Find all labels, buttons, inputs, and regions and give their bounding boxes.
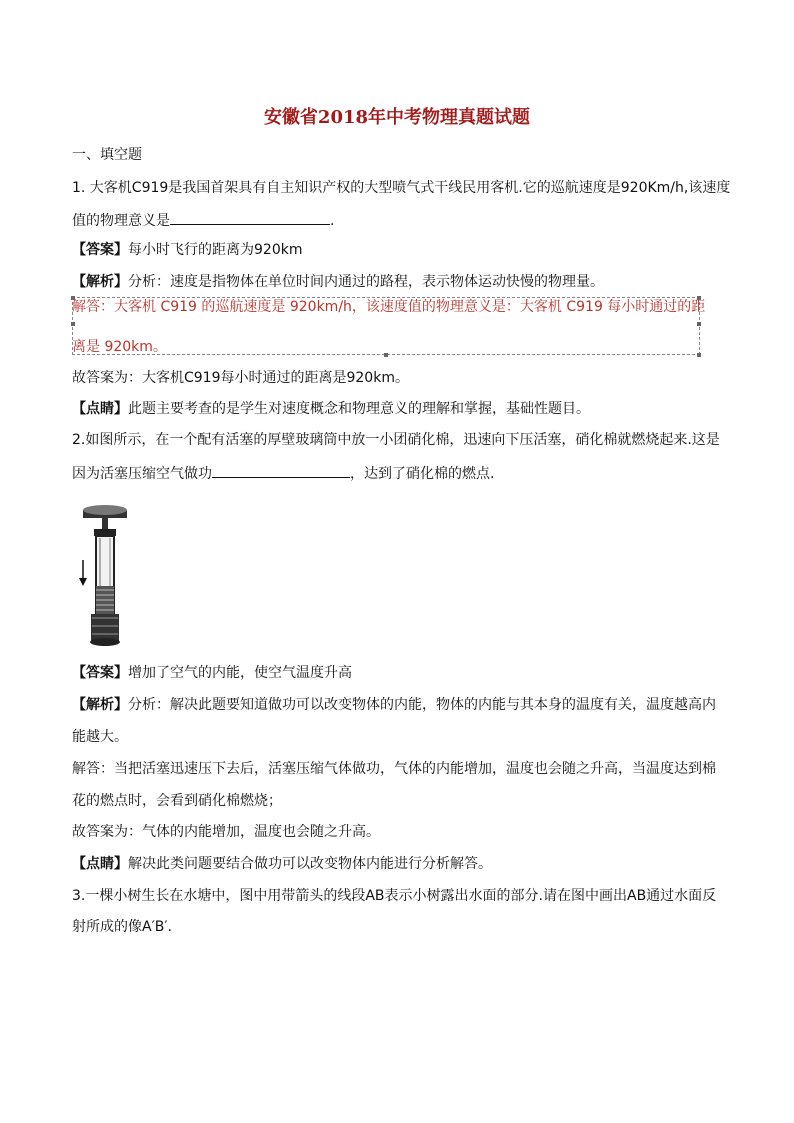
q2-answer <box>72 663 732 683</box>
page-title: 安徽省2018年中考物理真题试题 <box>263 107 531 128</box>
q3-text-line1: 3.一棵小树生长在水塘中，图中用带箭头的线段AB表示小树露出水面的部分.请在图中画出AB通过水面反 <box>72 888 717 904</box>
q1-conclusion: 故答案为：大客机C919每小时通过的距离是920km。 <box>72 370 409 386</box>
comment-tag: 【点睛】 <box>72 401 128 417</box>
q2-analysis-line2: 能越大。 <box>72 729 128 745</box>
q2-answer-blank <box>212 463 350 478</box>
q2-solution-line1: 解答：当把活塞迅速压下去后，活塞压缩气体做功，气体的内能增加，温度也会随之升高，当温度达到棉 <box>72 761 716 777</box>
q2-analysis-line1 <box>72 695 732 715</box>
q1-answer <box>72 240 732 260</box>
q2-comment-text: 解决此类问题要结合做功可以改变物体内能进行分析解答。 <box>128 856 492 872</box>
resize-handle-right[interactable] <box>697 322 701 326</box>
q1-line2-suffix: . <box>330 213 335 229</box>
resize-handle-left[interactable] <box>71 322 75 326</box>
q3-text-line2: 射所成的像A′B′. <box>72 919 172 935</box>
q1-solution-line2: 离是 920km。 <box>72 339 167 355</box>
q2-analysis-text: 分析：解决此题要知道做功可以改变物体的内能，物体的内能与其本身的温度有关，温度越高内 <box>128 697 716 713</box>
answer-tag: 【答案】 <box>72 665 128 681</box>
q1-analysis <box>72 272 732 292</box>
q2-line2-suffix: ，达到了硝化棉的燃点. <box>350 466 495 482</box>
analysis-tag: 【解析】 <box>72 274 128 290</box>
q2-answer-text: 增加了空气的内能，使空气温度升高 <box>128 665 352 681</box>
q2-text-line2 <box>72 463 732 484</box>
q1-comment <box>72 399 732 419</box>
analysis-tag: 【解析】 <box>72 697 128 713</box>
q2-comment <box>72 854 732 874</box>
q1-text-line1: 1. 大客机C919是我国首架具有自主知识产权的大型喷气式干线民用客机.它的巡航速度是920Km/h,该速度 <box>72 180 731 196</box>
q1-analysis-text: 分析：速度是指物体在单位时间内通过的路程，表示物体运动快慢的物理量。 <box>128 274 604 290</box>
q2-conclusion: 故答案为：气体的内能增加，温度也会随之升高。 <box>72 824 380 840</box>
piston-cylinder-figure <box>76 502 136 648</box>
comment-tag: 【点睛】 <box>72 856 128 872</box>
q1-solution-line1: 解答：大客机 C919 的巡航速度是 920km/h，该速度值的物理意义是：大客机 C919 每小时通过的距 <box>72 299 706 315</box>
q1-line2-prefix: 值的物理意义是 <box>72 213 170 229</box>
q2-solution-line2: 花的燃点时，会看到硝化棉燃烧； <box>72 793 282 809</box>
q1-answer-blank <box>170 210 330 225</box>
section-heading: 一、填空题 <box>72 147 142 163</box>
q2-text-line1: 2.如图所示，在一个配有活塞的厚壁玻璃筒中放一小团硝化棉，迅速向下压活塞，硝化棉就燃烧起来.这是 <box>72 432 720 448</box>
q1-text-line2 <box>72 210 732 231</box>
q2-line2-prefix: 因为活塞压缩空气做功 <box>72 466 212 482</box>
q1-answer-text: 每小时飞行的距离为920km <box>128 242 303 258</box>
q1-comment-text: 此题主要考查的是学生对速度概念和物理意义的理解和掌握，基础性题目。 <box>128 401 590 417</box>
answer-tag: 【答案】 <box>72 242 128 258</box>
